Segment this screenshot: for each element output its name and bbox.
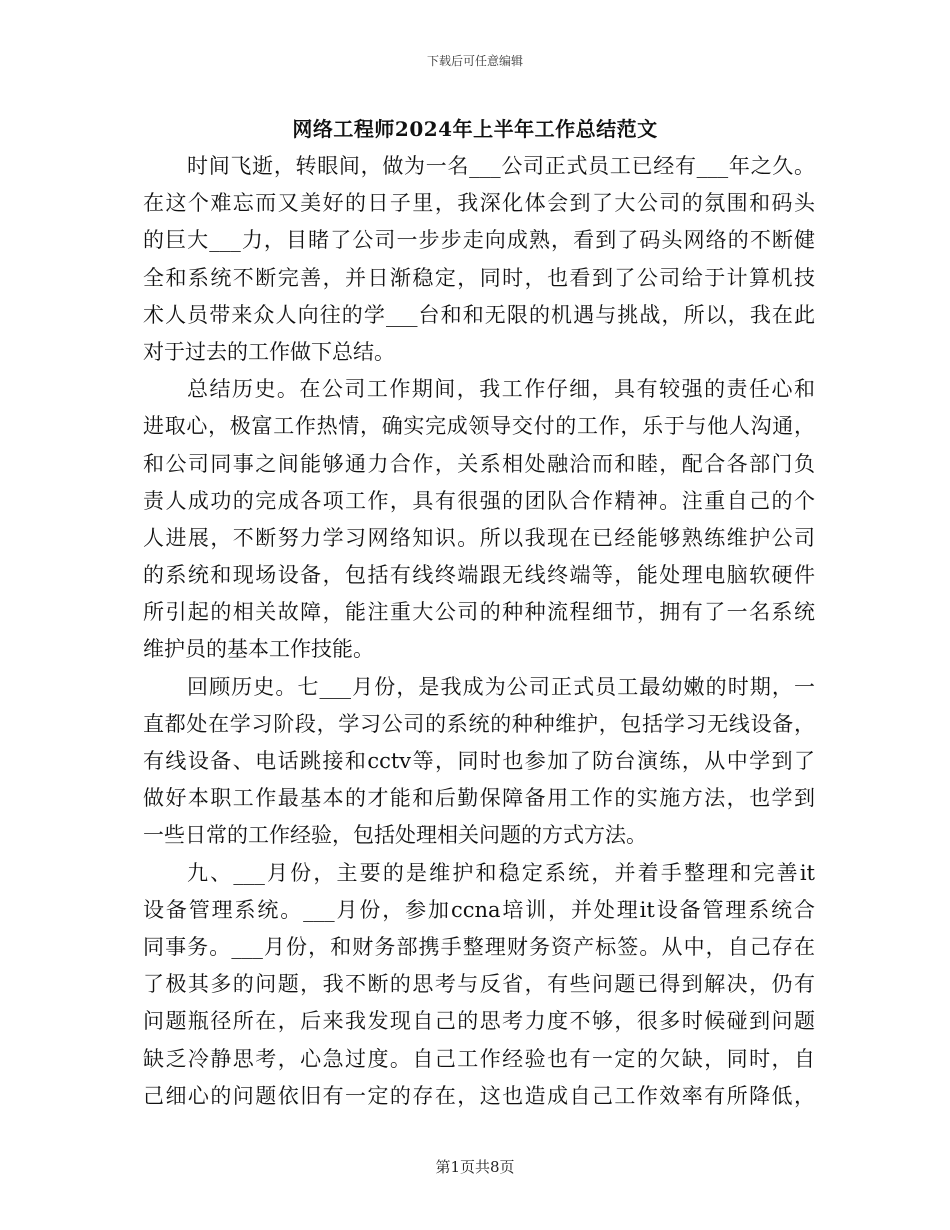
paragraph-line: 对于过去的工作做下总结。 [143, 339, 395, 364]
paragraph-line: 术人员带来众人向往的学___台和和无限的机遇与挑战，所以，我在此 [143, 302, 815, 327]
paragraph-line: 设备管理系统。___月份，参加ccna培训，并处理it设备管理系统合 [143, 897, 815, 922]
page-number-indicator: 第1页共8页 [435, 1158, 515, 1176]
paragraph-line: 所引起的相关故障，能注重大公司的种种流程细节，拥有了一名系统 [143, 600, 815, 625]
paragraph-line: 时间飞逝，转眼间，做为一名___公司正式员工已经有___年之久。 [187, 154, 815, 178]
paragraph-line: 全和系统不断完善，并日渐稳定，同时，也看到了公司给于计算机技 [143, 265, 815, 290]
paragraph-line: 在这个难忘而又美好的日子里，我深化体会到了大公司的氛围和码头 [143, 191, 815, 216]
paragraph-line: 问题瓶径所在，后来我发现自己的思考力度不够，很多时候碰到问题 [143, 1009, 815, 1034]
paragraph-line: 进取心，极富工作热情，确实完成领导交付的工作，乐于与他人沟通， [143, 414, 815, 439]
paragraph-line: 同事务。___月份，和财务部携手整理财务资产标签。从中，自己存在 [143, 934, 815, 959]
paragraph-line: 缺乏冷静思考，心急过度。自己工作经验也有一定的欠缺，同时，自 [143, 1046, 815, 1071]
paragraph-line: 做好本职工作最基本的才能和后勤保障备用工作的实施方法，也学到 [143, 786, 815, 811]
paragraph-line: 人进展，不断努力学习网络知识。所以我现在已经能够熟练维护公司 [143, 525, 815, 550]
paragraph-line: 有线设备、电话跳接和cctv等，同时也参加了防台演练，从中学到了 [143, 749, 815, 773]
paragraph-line: 九、___月份，主要的是维护和稳定系统，并着手整理和完善it [187, 860, 815, 885]
paragraph-line: 的系统和现场设备，包括有线终端跟无线终端等，能处理电脑软硬件 [143, 563, 815, 588]
paragraph-line: 责人成功的完成各项工作，具有很强的团队合作精神。注重自己的个 [143, 488, 815, 513]
paragraph-line: 了极其多的问题，我不断的思考与反省，有些问题已得到解决，仍有 [143, 972, 815, 997]
document-body [143, 148, 815, 1115]
paragraph-line: 维护员的基本工作技能。 [143, 637, 374, 662]
paragraph-line: 直都处在学习阶段，学习公司的系统的种种维护，包括学习无线设备， [143, 711, 815, 736]
paragraph-line: 己细心的问题依旧有一定的存在，这也造成自己工作效率有所降低， [143, 1083, 815, 1108]
paragraph-line: 总结历史。在公司工作期间，我工作仔细，具有较强的责任心和 [187, 377, 815, 402]
paragraph-line: 和公司同事之间能够通力合作，关系相处融洽而和睦，配合各部门负 [143, 451, 815, 476]
paragraph-line: 的巨大___力，目睹了公司一步步走向成熟，看到了码头网络的不断健 [143, 228, 815, 253]
page-header-note: 下载后可任意编辑 [426, 54, 523, 68]
paragraph-line: 回顾历史。七___月份，是我成为公司正式员工最幼嫩的时期，一 [187, 674, 815, 699]
paragraph-line: 一些日常的工作经验，包括处理相关问题的方式方法。 [143, 823, 647, 848]
document-title: 网络工程师2024年上半年工作总结范文 [292, 117, 658, 141]
